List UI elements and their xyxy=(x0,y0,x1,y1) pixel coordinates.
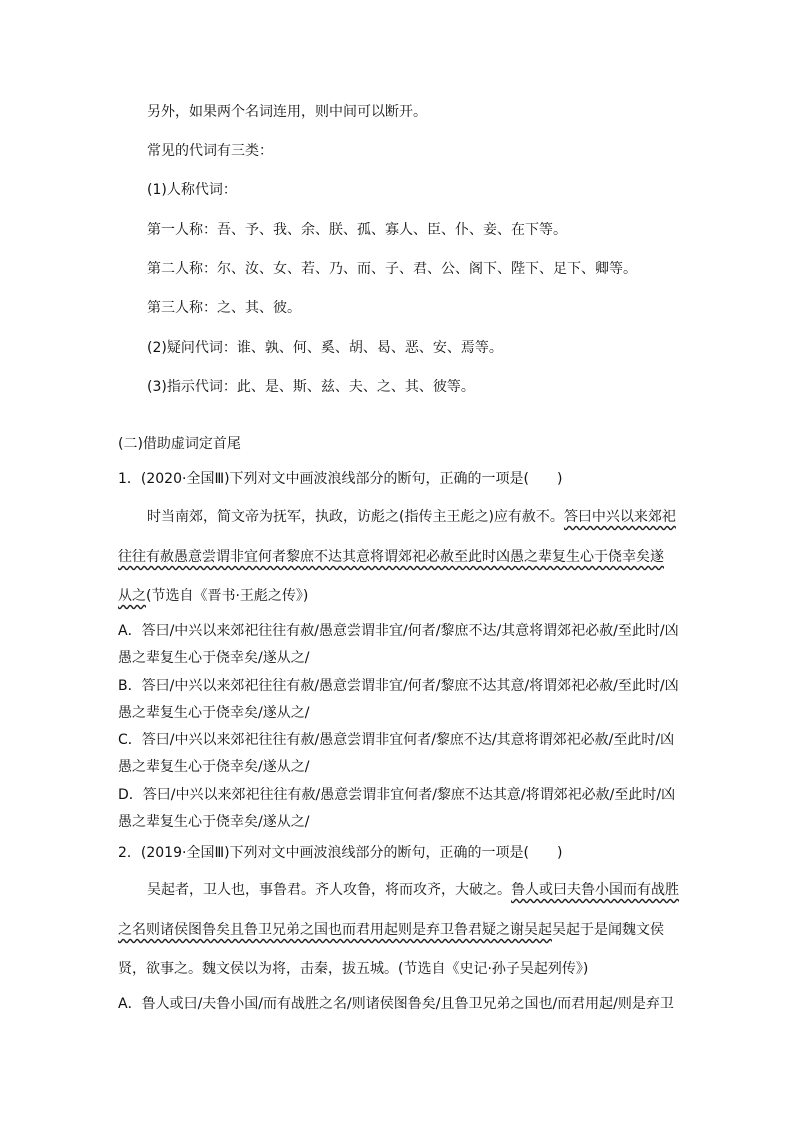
source-note: (节选自《晋书·王彪之传》) xyxy=(146,588,309,604)
passage-line xyxy=(147,507,676,527)
option-b: B．答曰/中兴以来郊祀往往有赦/愚意尝谓非宜/何者/黎庶不达其意/将谓郊祀必赦/至此时/凶 xyxy=(118,678,679,694)
question-stem: 2．(2019·全国Ⅲ)下列对文中画波浪线部分的断句，正确的一项是( ) xyxy=(118,845,563,861)
intro-line: (3)指示代词：此、是、斯、兹、夫、之、其、彼等。 xyxy=(147,379,475,395)
intro-line: (2)疑问代词：谁、孰、何、奚、胡、曷、恶、安、焉等。 xyxy=(147,340,503,356)
passage-text: 吴起于是闻魏文侯 xyxy=(552,922,664,938)
option-c-cont: 愚之辈复生心于侥幸矣/遂从之/ xyxy=(118,759,310,775)
passage-line xyxy=(147,880,679,900)
intro-line: 第三人称：之、其、彼。 xyxy=(147,300,301,316)
intro-line: 常见的代词有三类： xyxy=(147,143,273,159)
wavy-underlined-text: 从之 xyxy=(118,588,146,604)
option-a: A．鲁人或曰/夫鲁小国/而有战胜之名/则诸侯图鲁矣/且鲁卫兄弟之国也/而君用起/则是弃卫 xyxy=(118,996,674,1012)
question-stem: 1．(2020·全国Ⅲ)下列对文中画波浪线部分的断句，正确的一项是( ) xyxy=(118,471,563,487)
option-d-cont: 愚之辈复生心于侥幸矣/遂从之/ xyxy=(118,814,310,830)
wavy-underlined-text: 鲁人或曰夫鲁小国而有战胜 xyxy=(511,882,679,898)
passage-line: 贤，欲事之。魏文侯以为将，击秦，拔五城。(节选自《史记·孙子吴起列传》) xyxy=(118,961,589,977)
wavy-underlined-text: 答曰中兴以来郊祀 xyxy=(563,509,676,525)
option-a-cont: 愚之辈复生心于侥幸矣/遂从之/ xyxy=(118,650,310,666)
option-b-cont: 愚之辈复生心于侥幸矣/遂从之/ xyxy=(118,705,310,721)
wavy-underlined-text: 之名则诸侯图鲁矣且鲁卫兄弟之国也而君用起则是弃卫鲁君疑之谢吴起 xyxy=(118,922,552,938)
wavy-underlined-text: 往往有赦愚意尝谓非宜何者黎庶不达其意将谓郊祀必赦至此时凶愚之辈复生心于侥幸矣遂 xyxy=(118,549,664,565)
intro-line: (1)人称代词： xyxy=(147,182,237,198)
option-d: D．答曰/中兴以来郊祀往往有赦/愚意尝谓非宜何者/黎庶不达其意/将谓郊祀必赦/至此时/凶 xyxy=(118,787,676,803)
passage-text: 吴起者，卫人也，事鲁君。齐人攻鲁，将而攻齐，大破之。 xyxy=(147,882,511,898)
option-a: A．答曰/中兴以来郊祀往往有赦/愚意尝谓非宜/何者/黎庶不达/其意将谓郊祀必赦/至此时/凶 xyxy=(118,623,679,639)
section-heading: (二)借助虚词定首尾 xyxy=(118,436,241,452)
intro-line: 第二人称：尔、汝、女、若、乃、而、子、君、公、阁下、陛下、足下、卿等。 xyxy=(147,261,637,277)
intro-line: 另外，如果两个名词连用，则中间可以断开。 xyxy=(147,104,427,120)
option-c: C．答曰/中兴以来郊祀往往有赦/愚意尝谓非宜何者/黎庶不达/其意将谓郊祀必赦/至此时/凶 xyxy=(118,732,675,748)
passage-line xyxy=(118,586,308,606)
passage-text: 时当南郊，简文帝为抚军，执政，访彪之(指传主王彪之)应有赦不。 xyxy=(147,509,564,525)
passage-line xyxy=(118,547,664,567)
intro-line: 第一人称：吾、予、我、余、朕、孤、寡人、臣、仆、妾、在下等。 xyxy=(147,222,567,238)
passage-line xyxy=(118,920,664,940)
